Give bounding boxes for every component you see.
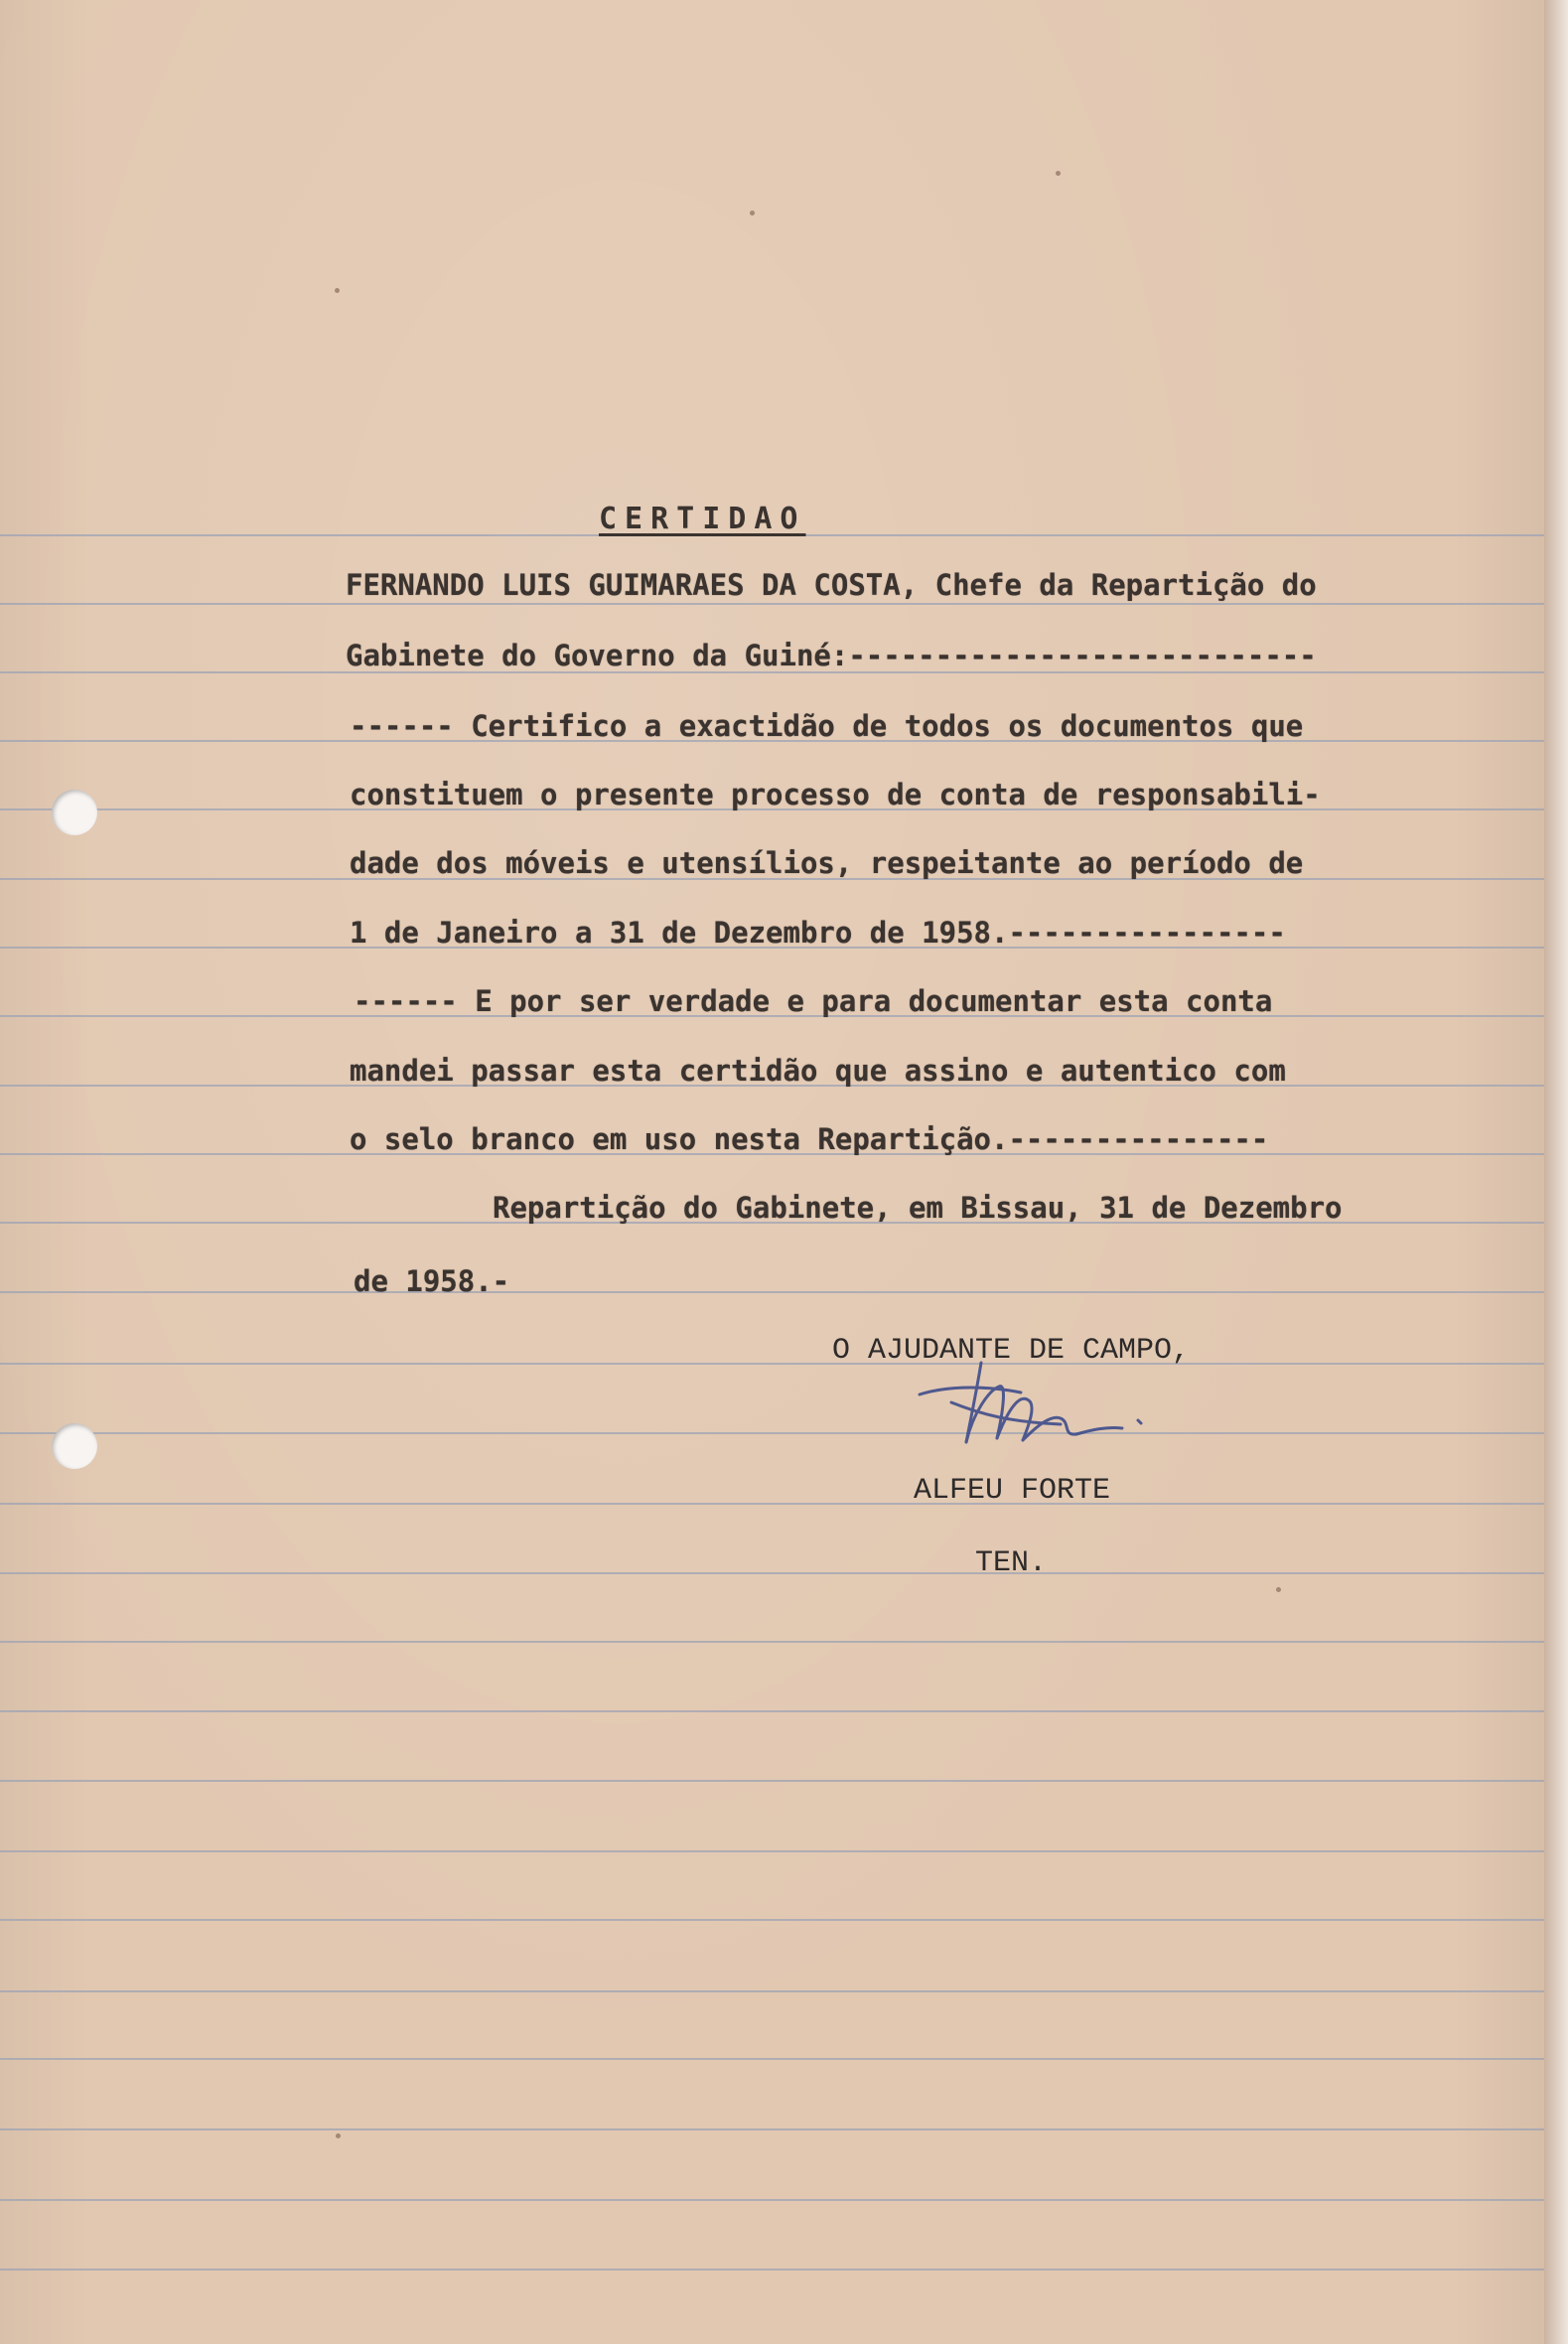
ruled-line — [0, 1363, 1544, 1365]
paper-speck — [1276, 1587, 1281, 1592]
body-line: o selo branco em uso nesta Repartição.--------------- — [350, 1122, 1269, 1156]
body-line: ------ E por ser verdade e para documentar esta conta — [354, 984, 1273, 1018]
body-line: Gabinete do Governo da Guiné:--------------------------- — [346, 639, 1317, 672]
body-line: Repartição do Gabinete, em Bissau, 31 de Dezembro — [493, 1191, 1343, 1225]
ruled-line — [0, 1710, 1544, 1712]
ruled-line — [0, 1572, 1544, 1574]
handwritten-signature — [912, 1343, 1170, 1472]
ruled-line — [0, 2058, 1544, 2060]
signature-role: O AJUDANTE DE CAMPO, — [832, 1334, 1191, 1368]
ruled-line — [0, 1990, 1544, 1992]
signatory-name: ALFEU FORTE — [914, 1474, 1111, 1508]
ruled-line — [0, 1850, 1544, 1852]
body-line: mandei passar esta certidão que assino e autentico com — [350, 1054, 1286, 1088]
ruled-line — [0, 2269, 1544, 2271]
ruled-line — [0, 2128, 1544, 2130]
ruled-line — [0, 1919, 1544, 1921]
punch-hole-upper — [52, 790, 97, 835]
paper-speck — [336, 2133, 341, 2138]
body-line: FERNANDO LUIS GUIMARAES DA COSTA, Chefe da Repartição do — [346, 568, 1317, 602]
ruled-line — [0, 1291, 1544, 1293]
paper-speck — [750, 211, 755, 216]
body-line: 1 de Janeiro a 31 de Dezembro de 1958.---------------- — [350, 916, 1286, 950]
paper-edge — [1544, 0, 1568, 2344]
ruled-line — [0, 1503, 1544, 1505]
paper-speck — [1056, 171, 1061, 176]
body-line: ------ Certifico a exactidão de todos os documentos que — [350, 709, 1304, 743]
punch-hole-lower — [52, 1423, 97, 1469]
ruled-line — [0, 1780, 1544, 1782]
body-line: de 1958.- — [354, 1264, 510, 1298]
ruled-line — [0, 603, 1544, 605]
paper-speck — [335, 288, 340, 293]
body-line: dade dos móveis e utensílios, respeitante ao período de — [350, 846, 1304, 880]
ruled-line — [0, 2199, 1544, 2201]
ruled-line — [0, 1641, 1544, 1643]
document-title: CERTIDAO — [599, 502, 806, 536]
body-line: constituem o presente processo de conta de responsabili- — [350, 778, 1321, 811]
signatory-rank: TEN. — [975, 1546, 1048, 1580]
ruled-line — [0, 1432, 1544, 1434]
